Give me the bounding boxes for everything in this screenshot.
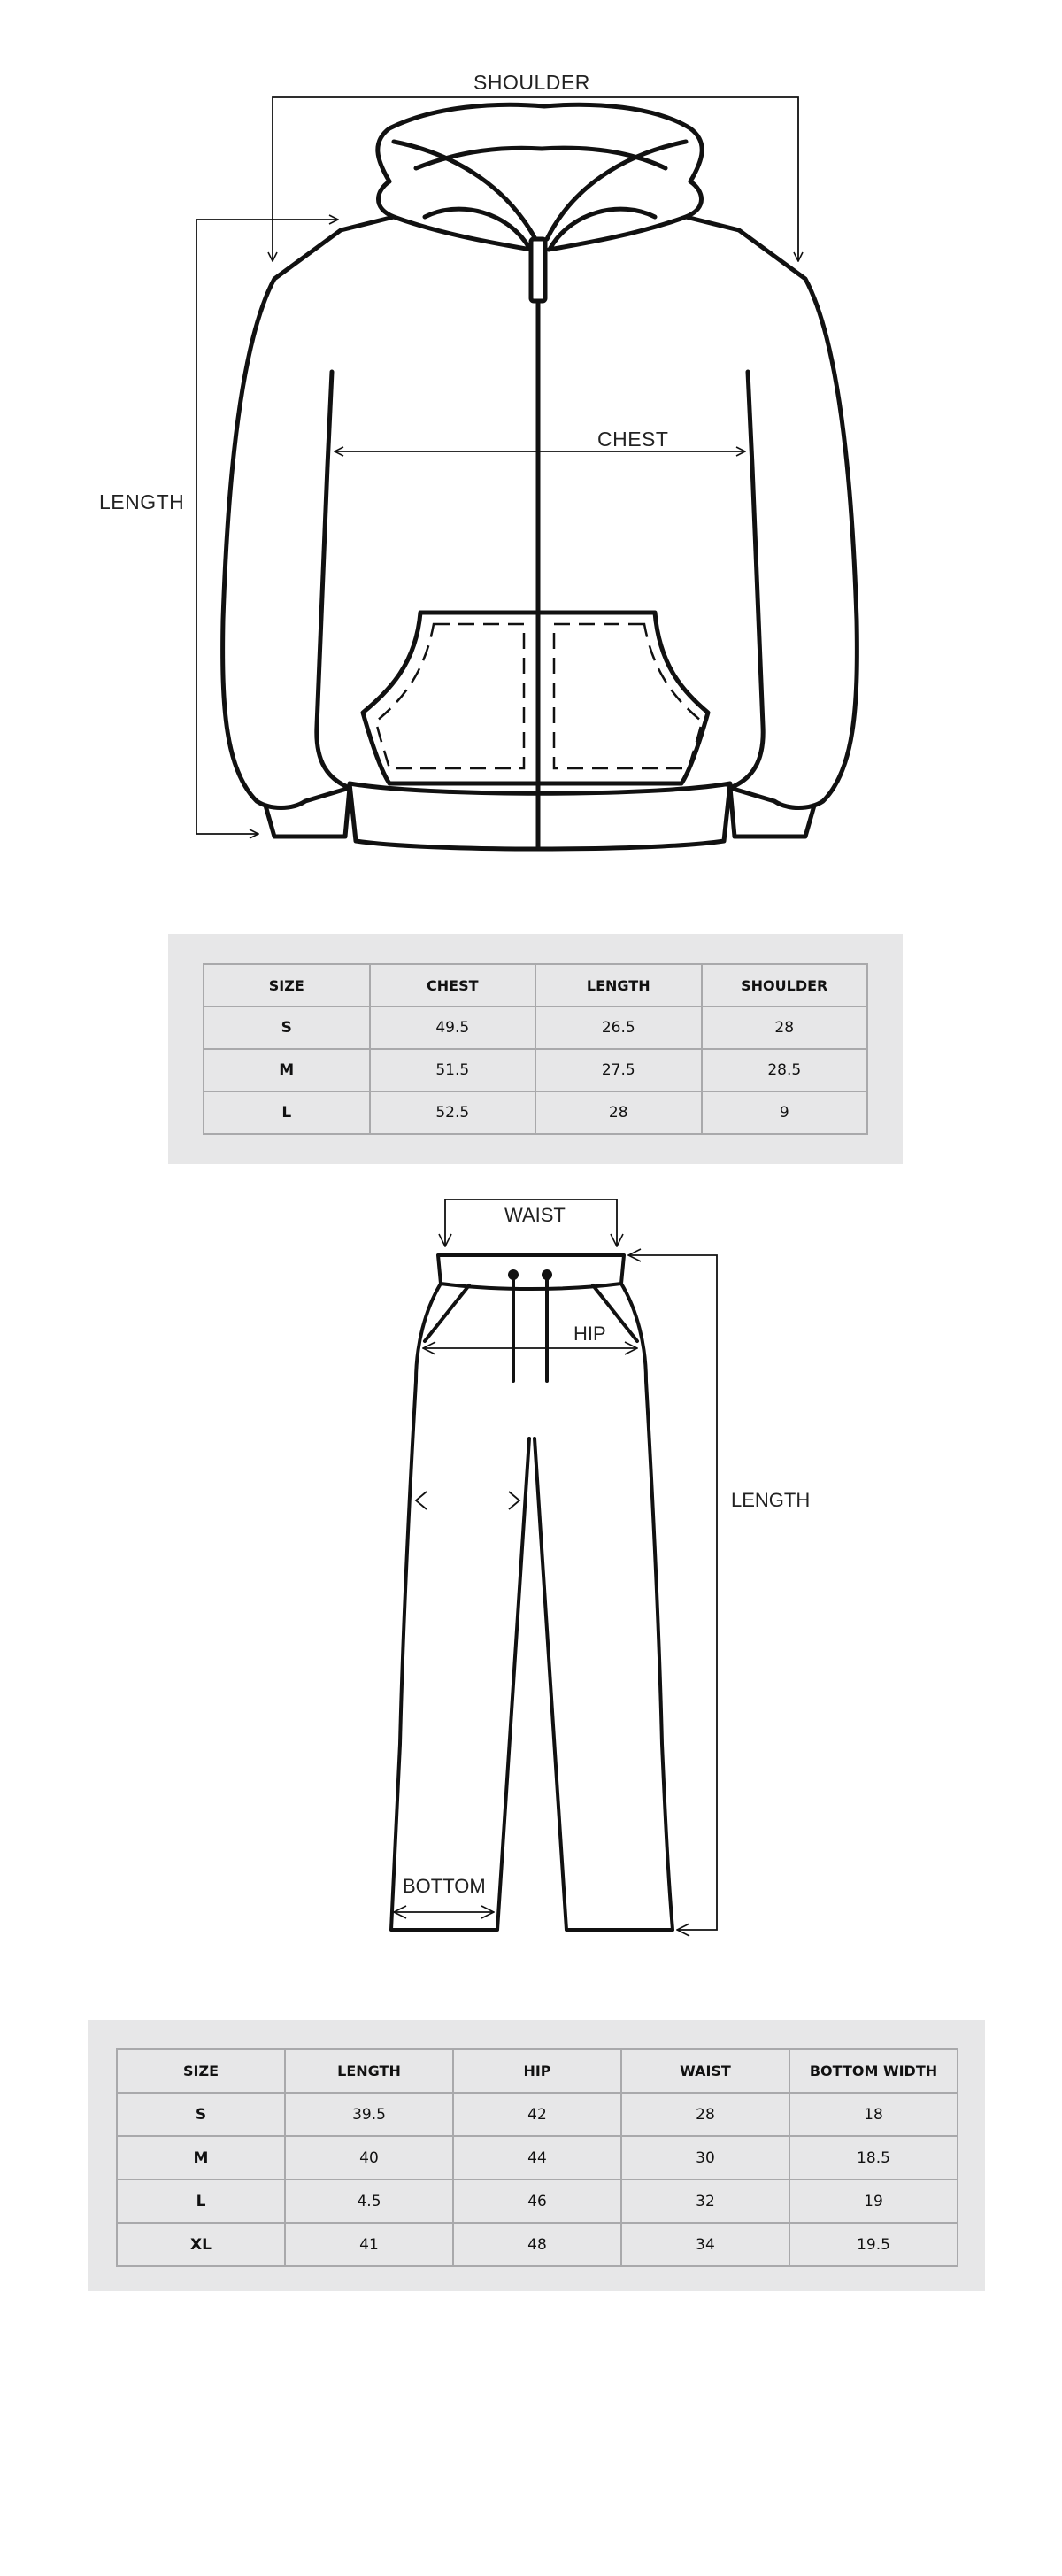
length-cell: 40 [285,2136,453,2179]
column-header-waist: WAIST [621,2049,789,2093]
chest-label: CHEST [597,428,669,451]
left-leg-outline [391,1284,529,1930]
chest-cell: 49.5 [370,1006,536,1049]
length-cell: 41 [285,2223,453,2266]
length-cell: 26.5 [535,1006,702,1049]
shoulder-label: SHOULDER [473,71,590,94]
hip-label: HIP [573,1323,606,1345]
bottom-width-cell: 19 [789,2179,958,2223]
size-cell: S [204,1006,370,1049]
column-header-chest: CHEST [370,964,536,1006]
table-row [117,2179,958,2223]
column-header-hip: HIP [453,2049,621,2093]
waist-cell: 32 [621,2179,789,2223]
length-cell: 27.5 [535,1049,702,1091]
bottom-label: BOTTOM [403,1875,486,1897]
column-header-bottom-width: BOTTOM WIDTH [789,2049,958,2093]
drawstring-tip-left [508,1269,519,1280]
bottom-width-cell: 19.5 [789,2223,958,2266]
hip-cell: 42 [453,2093,621,2136]
hip-cell: 48 [453,2223,621,2266]
waist-cell: 34 [621,2223,789,2266]
length-cell: 28 [535,1091,702,1134]
bottom-width-cell: 18 [789,2093,958,2136]
size-cell: XL [117,2223,285,2266]
waist-label: WAIST [504,1204,566,1226]
size-cell: L [204,1091,370,1134]
bottom-width-cell: 18.5 [789,2136,958,2179]
pants-waistband [438,1255,624,1289]
pants-length-label: LENGTH [731,1489,811,1511]
table-row [117,2223,958,2266]
chest-cell: 52.5 [370,1091,536,1134]
size-cell: S [117,2093,285,2136]
length-cell: 4.5 [285,2179,453,2223]
pants-size-table [116,2048,958,2267]
table-row [117,2093,958,2136]
waist-cell: 30 [621,2136,789,2179]
shoulder-cell: 9 [702,1091,868,1134]
thigh-chevron-left [416,1492,427,1509]
column-header-size: SIZE [204,964,370,1006]
column-header-length: LENGTH [285,2049,453,2093]
column-header-shoulder: SHOULDER [702,964,868,1006]
right-leg-outline [535,1284,673,1930]
chest-cell: 51.5 [370,1049,536,1091]
shoulder-cell: 28.5 [702,1049,868,1091]
length-cell: 39.5 [285,2093,453,2136]
size-cell: M [117,2136,285,2179]
column-header-size: SIZE [117,2049,285,2093]
hip-cell: 44 [453,2136,621,2179]
table-row [117,2136,958,2179]
thigh-chevron-right [509,1492,519,1509]
column-header-length: LENGTH [535,964,702,1006]
size-cell: M [204,1049,370,1091]
drawstring-tip-right [542,1269,552,1280]
waist-cell: 28 [621,2093,789,2136]
shoulder-cell: 28 [702,1006,868,1049]
size-cell: L [117,2179,285,2223]
hip-cell: 46 [453,2179,621,2223]
length-label: LENGTH [99,490,185,513]
pants-length-measure-line [628,1255,717,1930]
table-header-row [117,2049,958,2093]
